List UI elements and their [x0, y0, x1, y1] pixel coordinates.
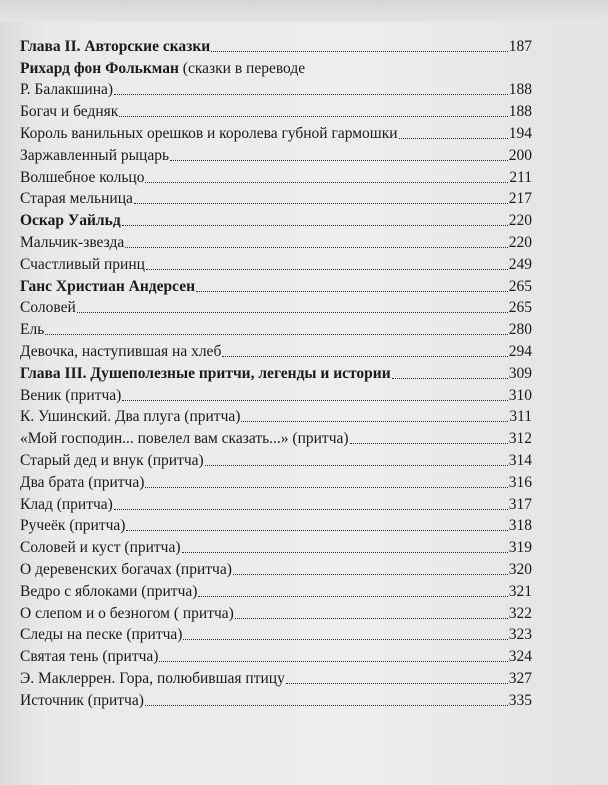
dot-leader — [399, 138, 508, 139]
toc-entry-page-number: 320 — [508, 560, 532, 578]
dot-leader — [134, 203, 508, 204]
toc-entry-title-main: Старая мельница — [20, 190, 133, 208]
toc-entry-title — [20, 561, 232, 579]
toc-entry-title — [20, 452, 204, 470]
toc-entry-title-main: Глава III. Душеполезные притчи, легенды и истории — [20, 364, 391, 382]
toc-entry — [20, 535, 532, 557]
toc-entry — [20, 644, 532, 666]
toc-entry-title — [20, 496, 113, 514]
toc-entry-title — [20, 321, 44, 339]
toc-entry-title — [20, 60, 305, 78]
toc-entry — [20, 165, 532, 187]
toc-entry-title — [20, 365, 391, 383]
dot-leader — [182, 552, 508, 553]
toc-entry-page-number: 335 — [508, 691, 532, 709]
toc-entry-title — [20, 583, 197, 601]
toc-entry-page-number: 265 — [508, 299, 532, 317]
toc-entry — [20, 208, 532, 230]
toc-entry — [20, 230, 532, 252]
toc-entry-title — [20, 299, 76, 317]
toc-entry — [20, 405, 532, 427]
toc-entry-title-main: Заржавленный рыцарь — [20, 146, 170, 164]
toc-entry — [20, 688, 532, 710]
toc-entry — [20, 296, 532, 318]
toc-entry-title — [20, 408, 240, 426]
toc-entry-page-number: 314 — [508, 451, 532, 469]
dot-leader — [170, 160, 508, 161]
toc-entry — [20, 34, 532, 56]
dot-leader — [159, 661, 507, 662]
toc-entry-title-main: Рихард фон Фолькман — [20, 59, 179, 77]
toc-entry-title-main: Источник (притча) — [20, 691, 144, 709]
toc-entry — [20, 426, 532, 448]
dot-leader — [122, 400, 507, 401]
dot-leader — [126, 530, 507, 531]
toc-entry-title — [20, 81, 113, 99]
toc-entry-title — [20, 626, 182, 644]
toc-entry — [20, 623, 532, 645]
toc-entry-title-main: Ведро с яблоками (притча) — [20, 582, 198, 600]
toc-entry-title — [20, 125, 398, 143]
dot-leader — [205, 465, 508, 466]
dot-leader — [114, 509, 508, 510]
table-of-contents — [20, 34, 532, 710]
toc-entry — [20, 470, 532, 492]
toc-entry — [20, 187, 532, 209]
toc-entry-title-main: Король ванильных орешков и королева губной гармошки — [20, 124, 398, 142]
toc-entry-title-main: «Мой господин... повелел вам сказать...» (притча) — [20, 430, 349, 448]
toc-entry-title — [20, 38, 210, 56]
dot-leader — [198, 596, 507, 597]
toc-entry-title — [20, 278, 195, 296]
toc-entry — [20, 99, 532, 121]
toc-entry-page-number: 316 — [508, 473, 532, 491]
toc-entry-title-main: О слепом и о безногом ( притча) — [20, 604, 234, 622]
toc-entry — [20, 448, 532, 470]
toc-entry-title — [20, 103, 118, 121]
toc-entry-title-main: Веник (притча) — [20, 386, 122, 404]
dot-leader — [196, 291, 508, 292]
dot-leader — [235, 618, 508, 619]
toc-entry — [20, 56, 532, 78]
toc-entry — [20, 274, 532, 296]
toc-entry-page-number: 200 — [508, 146, 532, 164]
toc-entry-title — [20, 147, 169, 165]
dot-leader — [145, 705, 508, 706]
toc-entry-page-number: 220 — [508, 212, 532, 230]
dot-leader — [145, 487, 507, 488]
toc-entry — [20, 252, 532, 274]
toc-entry-title-main: Святая тень (притча) — [20, 648, 159, 666]
toc-entry-page-number: 265 — [508, 277, 532, 295]
toc-entry-page-number: 294 — [508, 342, 532, 360]
toc-entry-page-number: 309 — [508, 364, 532, 382]
toc-entry-title-main: Счастливый принц — [20, 255, 145, 273]
toc-entry-page-number: 318 — [508, 517, 532, 535]
toc-entry — [20, 514, 532, 536]
toc-entry-page-number: 220 — [508, 233, 532, 251]
toc-entry-page-number: 323 — [508, 626, 532, 644]
toc-entry-title-main: К. Ушинский. Два плуга (притча) — [20, 408, 241, 426]
toc-entry — [20, 579, 532, 601]
toc-entry-title — [20, 343, 221, 361]
toc-entry-title-main: Богач и бедняк — [20, 103, 119, 121]
toc-entry-title-main: Ель — [20, 321, 45, 339]
toc-entry-title-main: Э. Маклеррен. Гора, полюбившая птицу — [20, 669, 285, 687]
toc-entry-title-main: О деревенских богачах (притча) — [20, 560, 232, 578]
toc-entry-title — [20, 605, 234, 623]
toc-entry-title-main: Соловей — [20, 299, 76, 317]
dot-leader — [211, 51, 508, 52]
toc-entry-page-number: 211 — [509, 168, 532, 186]
toc-entry — [20, 78, 532, 100]
toc-entry — [20, 339, 532, 361]
toc-entry-title — [20, 212, 121, 230]
toc-entry-page-number: 280 — [508, 321, 532, 339]
toc-entry-title-main: Ганс Христиан Андерсен — [20, 277, 196, 295]
dot-leader — [45, 334, 507, 335]
dot-leader — [241, 421, 508, 422]
toc-entry-title — [20, 190, 133, 208]
dot-leader — [183, 639, 507, 640]
toc-entry-title — [20, 648, 158, 666]
toc-entry-page-number: 327 — [508, 669, 532, 687]
toc-entry-title — [20, 670, 285, 688]
toc-entry-page-number: 194 — [508, 124, 532, 142]
toc-entry-page-number: 188 — [508, 103, 532, 121]
toc-entry-page-number: 188 — [508, 81, 532, 99]
toc-entry-title — [20, 430, 349, 448]
toc-entry — [20, 601, 532, 623]
toc-entry-title-main: Следы на песке (притча) — [20, 626, 183, 644]
toc-entry-title — [20, 474, 144, 492]
toc-entry-title-main: Глава II. Авторские сказки — [20, 37, 211, 55]
dot-leader — [392, 378, 508, 379]
toc-entry-title — [20, 539, 181, 557]
toc-entry — [20, 317, 532, 339]
toc-entry-title — [20, 517, 125, 535]
toc-entry-title-main: Старый дед и внук (притча) — [20, 451, 204, 469]
toc-entry — [20, 492, 532, 514]
toc-entry-title — [20, 387, 121, 405]
toc-entry-title-main: Р. Балакшина) — [20, 81, 114, 99]
toc-entry-title-main: Мальчик-звезда — [20, 233, 125, 251]
toc-entry-page-number: 312 — [508, 430, 532, 448]
dot-leader — [77, 312, 508, 313]
toc-entry-page-number: 249 — [508, 255, 532, 273]
dot-leader — [233, 574, 508, 575]
toc-entry-title-main: Клад (притча) — [20, 495, 113, 513]
dot-leader — [114, 94, 508, 95]
toc-entry — [20, 361, 532, 383]
dot-leader — [286, 683, 508, 684]
toc-entry — [20, 557, 532, 579]
toc-entry-title — [20, 256, 145, 274]
dot-leader — [122, 225, 508, 226]
toc-entry — [20, 666, 532, 688]
toc-entry-page-number: 311 — [509, 408, 532, 426]
toc-entry-page-number: 322 — [508, 604, 532, 622]
toc-entry-title — [20, 169, 144, 187]
toc-entry-page-number: 310 — [508, 386, 532, 404]
toc-entry-page-number: 319 — [508, 539, 532, 557]
dot-leader — [222, 356, 507, 357]
dot-leader — [146, 269, 508, 270]
toc-entry — [20, 121, 532, 143]
toc-entry-page-number: 187 — [508, 37, 532, 55]
dot-leader — [350, 443, 508, 444]
toc-entry-title-main: Волшебное кольцо — [20, 168, 145, 186]
toc-entry-page-number: 321 — [508, 582, 532, 600]
dot-leader — [145, 182, 508, 183]
toc-entry-title-main: Два брата (притча) — [20, 473, 145, 491]
toc-entry-title-main: Оскар Уайльд — [20, 212, 121, 230]
toc-entry — [20, 143, 532, 165]
toc-entry-title — [20, 692, 144, 710]
toc-entry — [20, 383, 532, 405]
toc-entry-title-main: Девочка, наступившая на хлеб — [20, 342, 222, 360]
toc-entry-page-number: 324 — [508, 648, 532, 666]
toc-entry-page-number: 217 — [508, 190, 532, 208]
toc-entry-title-main: Соловей и куст (притча) — [20, 539, 181, 557]
dot-leader — [119, 116, 507, 117]
top-bleed-shadow — [0, 0, 608, 22]
dot-leader — [125, 247, 508, 248]
toc-entry-title — [20, 234, 124, 252]
toc-entry-title-main: Ручеёк (притча) — [20, 517, 126, 535]
toc-entry-title-rest: (сказки в переводе — [178, 59, 306, 77]
toc-entry-page-number: 317 — [508, 495, 532, 513]
